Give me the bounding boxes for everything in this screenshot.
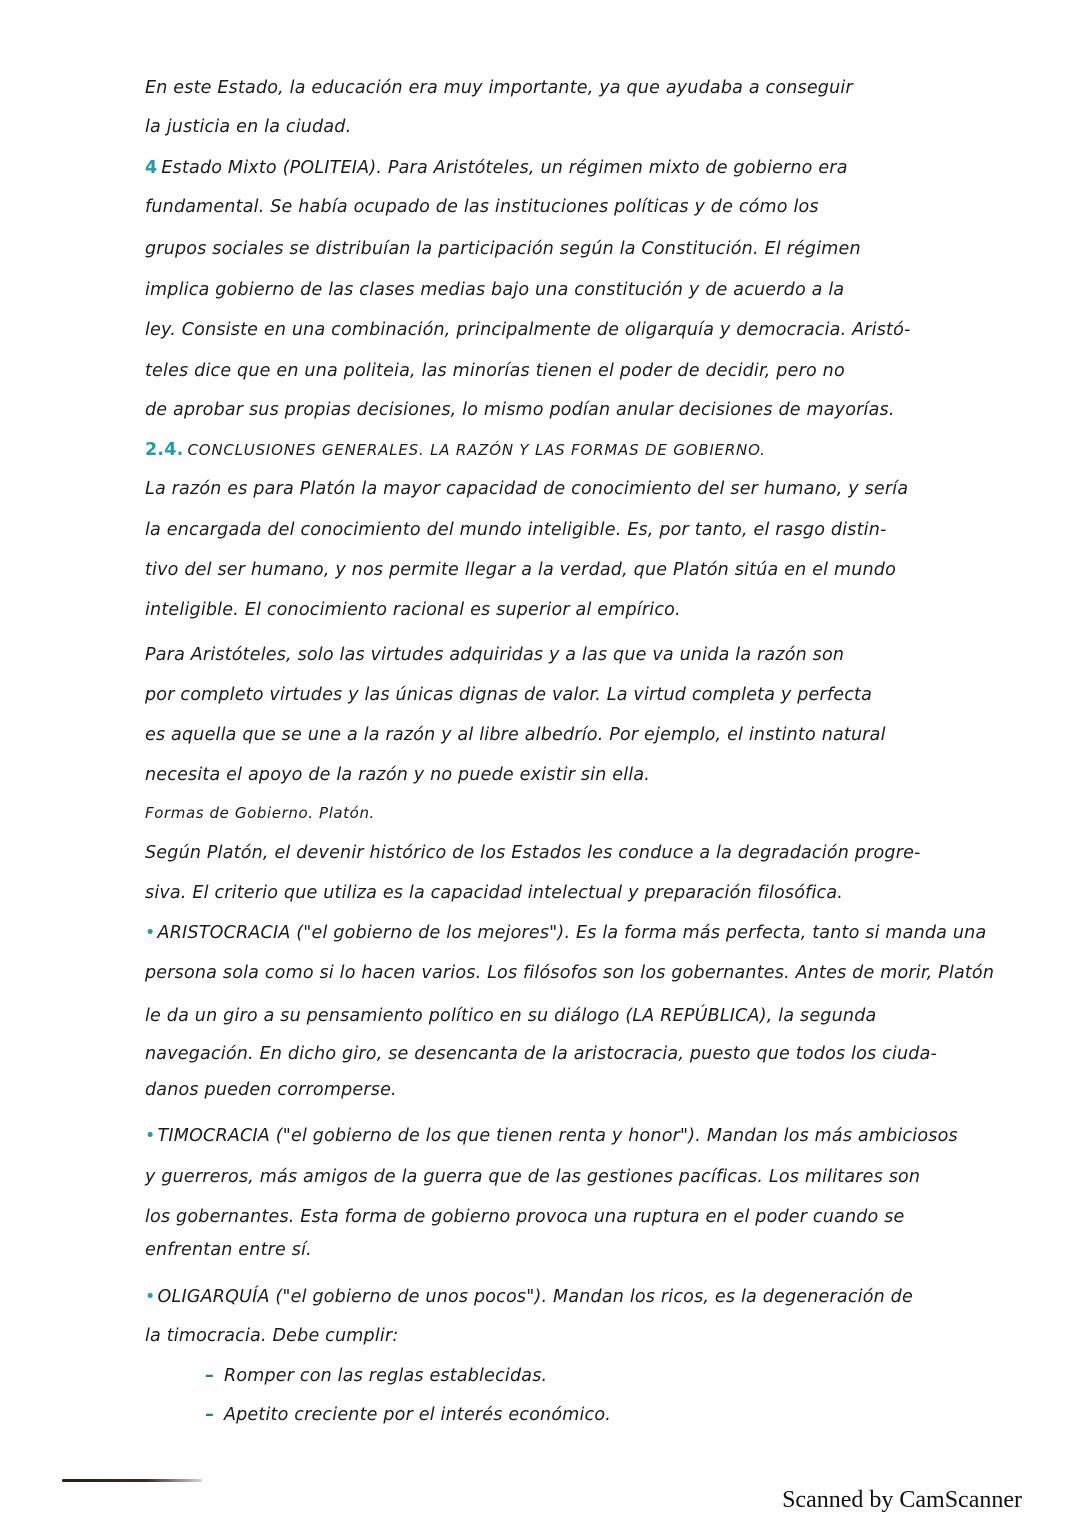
list-item-text: Romper con las reglas establecidas. (223, 1366, 548, 1386)
text-line: es aquella que se une a la razón y al libre albedrío. Por ejemplo, el instinto natural (145, 725, 886, 745)
text-line: la justicia en la ciudad. (145, 117, 352, 137)
text-line: La razón es para Platón la mayor capacidad de conocimiento del ser humano, y sería (145, 479, 909, 499)
text-line: la encargada del conocimiento del mundo inteligible. Es, por tanto, el rasgo distin- (145, 520, 887, 540)
text-line: Para Aristóteles, solo las virtudes adquiridas y a las que va unida la razón son (145, 645, 845, 665)
list-item-text: Apetito creciente por el interés económico. (223, 1405, 612, 1425)
oligarquia-list-item (205, 1405, 611, 1425)
section-title: CONCLUSIONES GENERALES. LA RAZÓN Y LAS FORMAS DE GOBIERNO. (187, 441, 766, 459)
text-line: los gobernantes. Esta forma de gobierno provoca una ruptura en el poder cuando se (145, 1207, 905, 1227)
text-line: enfrentan entre sí. (145, 1240, 312, 1260)
text-line: grupos sociales se distribuían la participación según la Constitución. El régimen (145, 239, 861, 259)
section-heading-2-4 (145, 440, 766, 460)
text-line: persona sola como si lo hacen varios. Los filósofos son los gobernantes. Antes de morir, Platón (145, 963, 995, 983)
text-line: fundamental. Se había ocupado de las instituciones políticas y de cómo los (145, 197, 819, 217)
dash-bullet-icon: – (205, 1366, 214, 1386)
text-line: ley. Consiste en una combinación, principalmente de oligarquía y democracia. Aristó- (145, 320, 911, 340)
estado-mixto-line (145, 158, 848, 178)
text-line: Según Platón, el devenir histórico de los Estados les conduce a la degradación progre- (145, 843, 921, 863)
bullet-dot-icon: • (145, 1287, 156, 1307)
bullet-dot-icon: • (145, 1126, 156, 1146)
section-number-marker: 2.4. (145, 440, 184, 460)
text-line: Estado Mixto (POLITEIA). Para Aristóteles, un régimen mixto de gobierno era (161, 158, 848, 178)
section-number-marker: 4 (145, 158, 158, 178)
text-line: por completo virtudes y las únicas dignas de valor. La virtud completa y perfecta (145, 685, 873, 705)
text-line: teles dice que en una politeia, las minorías tienen el poder de decidir, pero no (145, 361, 845, 381)
text-line: danos pueden corromperse. (145, 1080, 397, 1100)
text-line: y guerreros, más amigos de la guerra que de las gestiones pacíficas. Los militares son (145, 1167, 921, 1187)
timocracia-bullet (145, 1126, 958, 1146)
text-line: la timocracia. Debe cumplir: (145, 1326, 399, 1346)
camscanner-watermark: Scanned by CamScanner (782, 1487, 1022, 1513)
formas-de-gobierno-heading: Formas de Gobierno. Platón. (145, 804, 375, 822)
text-line: siva. El criterio que utiliza es la capacidad intelectual y preparación filosófica. (145, 883, 844, 903)
text-line: navegación. En dicho giro, se desencanta de la aristocracia, puesto que todos los ciuda- (145, 1044, 938, 1064)
text-line: tivo del ser humano, y nos permite llegar a la verdad, que Platón sitúa en el mundo (145, 560, 897, 580)
text-line: de aprobar sus propias decisiones, lo mismo podían anular decisiones de mayorías. (145, 400, 895, 420)
page-edge-mark (62, 1479, 202, 1482)
text-line: inteligible. El conocimiento racional es superior al empírico. (145, 600, 681, 620)
dash-bullet-icon: – (205, 1405, 214, 1425)
text-line: implica gobierno de las clases medias bajo una constitución y de acuerdo a la (145, 280, 845, 300)
bullet-dot-icon: • (145, 923, 156, 943)
aristocracia-bullet (145, 923, 986, 943)
text-line: TIMOCRACIA ("el gobierno de los que tienen renta y honor"). Mandan los más ambiciosos (157, 1126, 958, 1146)
text-line: ARISTOCRACIA ("el gobierno de los mejores"). Es la forma más perfecta, tanto si manda una (157, 923, 987, 943)
text-line: OLIGARQUÍA ("el gobierno de unos pocos"). Mandan los ricos, es la degeneración de (157, 1287, 913, 1307)
text-line: necesita el apoyo de la razón y no puede existir sin ella. (145, 765, 651, 785)
oligarquia-bullet (145, 1287, 913, 1307)
oligarquia-list-item (205, 1366, 547, 1386)
text-line: le da un giro a su pensamiento político en su diálogo (LA REPÚBLICA), la segunda (145, 1006, 877, 1026)
text-line: En este Estado, la educación era muy importante, ya que ayudaba a conseguir (145, 78, 853, 98)
